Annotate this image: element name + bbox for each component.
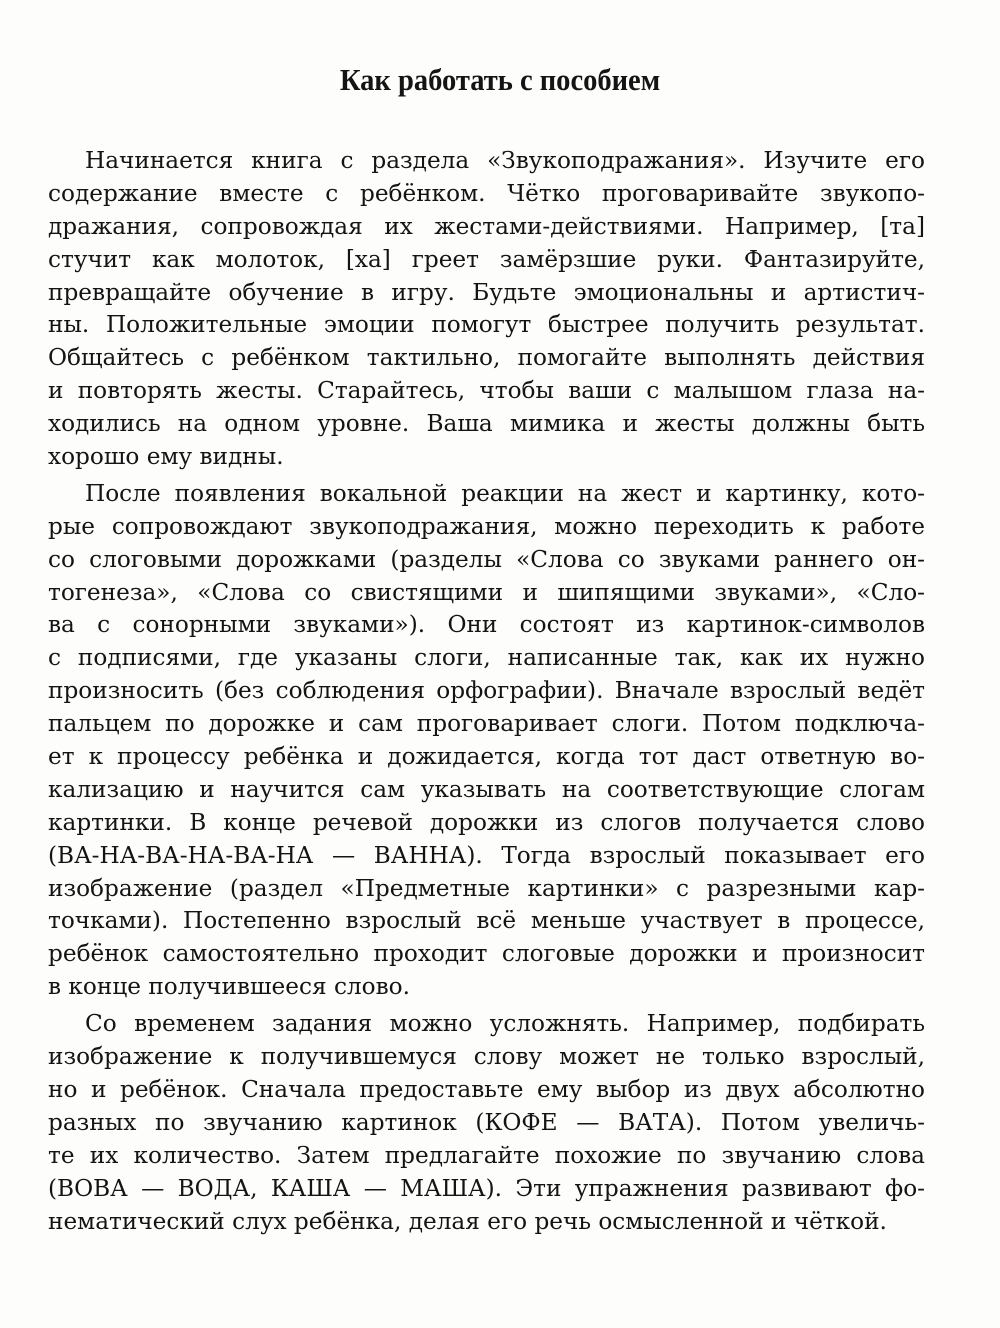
text-line: Общайтесь с ребёнком тактильно, помогайте выполнять действия [48,344,925,372]
text-line: со слоговыми дорожками (разделы «Слова со звуками раннего он- [48,545,925,573]
text-line: картинки. В конце речевой дорожки из слогов получается слово [48,808,925,836]
text-line: хорошо ему видны. [48,443,284,471]
text-line: точками). Постепенно взрослый всё меньше участвует в процессе, [48,907,925,935]
text-line: (ВА-НА-ВА-НА-ВА-НА — ВАННА). Тогда взрослый показывает его [48,841,925,869]
text-line: пальцем по дорожке и сам проговаривает слоги. Потом подключа- [48,710,925,738]
text-line: превращайте обучение в игру. Будьте эмоциональны и артистич- [48,278,925,306]
text-line: Со временем задания можно усложнять. Например, подбирать [85,1010,925,1038]
page-title: Как работать с пособием [339,62,661,97]
paragraph [48,478,925,1004]
text-line: нематический слух ребёнка, делая его речь осмысленной и чёткой. [48,1207,887,1235]
text-line: в конце получившееся слово. [48,973,411,1001]
text-line: содержание вместе с ребёнком. Чётко проговаривайте звукопо- [48,179,925,207]
text-line: дражания, сопровождая их жестами-действиями. Например, [та] [48,212,925,240]
body-text [48,145,925,1238]
text-line: разных по звучанию картинок (КОФЕ — ВАТА). Потом увеличь- [48,1108,925,1136]
text-line: стучит как молоток, [ха] греет замёрзшие руки. Фантазируйте, [48,245,925,273]
text-line: ходились на одном уровне. Ваша мимика и жесты должны быть [48,410,925,438]
text-line: ребёнок самостоятельно проходит слоговые дорожки и произносит [48,940,925,968]
text-line: те их количество. Затем предлагайте похожие по звучанию слова [48,1141,925,1169]
text-line: кализацию и научится сам указывать на соответствующие слогам [48,775,925,803]
text-line: (ВОВА — ВОДА, КАША — МАША). Эти упражнения развивают фо- [48,1174,925,1202]
text-line: ет к процессу ребёнка и дожидается, когда тот даст ответную во- [48,743,925,771]
text-line: изображение к получившемуся слову может не только взрослый, [48,1043,925,1071]
text-line: После появления вокальной реакции на жест и картинку, кото- [85,479,925,507]
text-line: изображение (раздел «Предметные картинки» с разрезными кар- [48,874,925,902]
text-line: тогенеза», «Слова со свистящими и шипящими звуками», «Сло- [48,578,925,606]
text-line: ва с сонорными звуками»). Они состоят из картинок-символов [48,611,925,639]
text-line: Начинается книга с раздела «Звукоподражания». Изучите его [85,147,925,174]
text-line: и повторять жесты. Старайтесь, чтобы ваши с малышом глаза на- [48,377,925,405]
paragraph [48,1008,925,1238]
text-line: с подписями, где указаны слоги, написанные так, как их нужно [48,644,925,672]
text-line: рые сопровождают звукоподражания, можно переходить к работе [48,512,925,540]
text-line: произносить (без соблюдения орфографии). Вначале взрослый ведёт [48,677,925,705]
text-line: ны. Положительные эмоции помогут быстрее получить результат. [48,311,925,339]
paragraph [48,145,925,474]
text-line: но и ребёнок. Сначала предоставьте ему выбор из двух абсолютно [48,1075,925,1103]
